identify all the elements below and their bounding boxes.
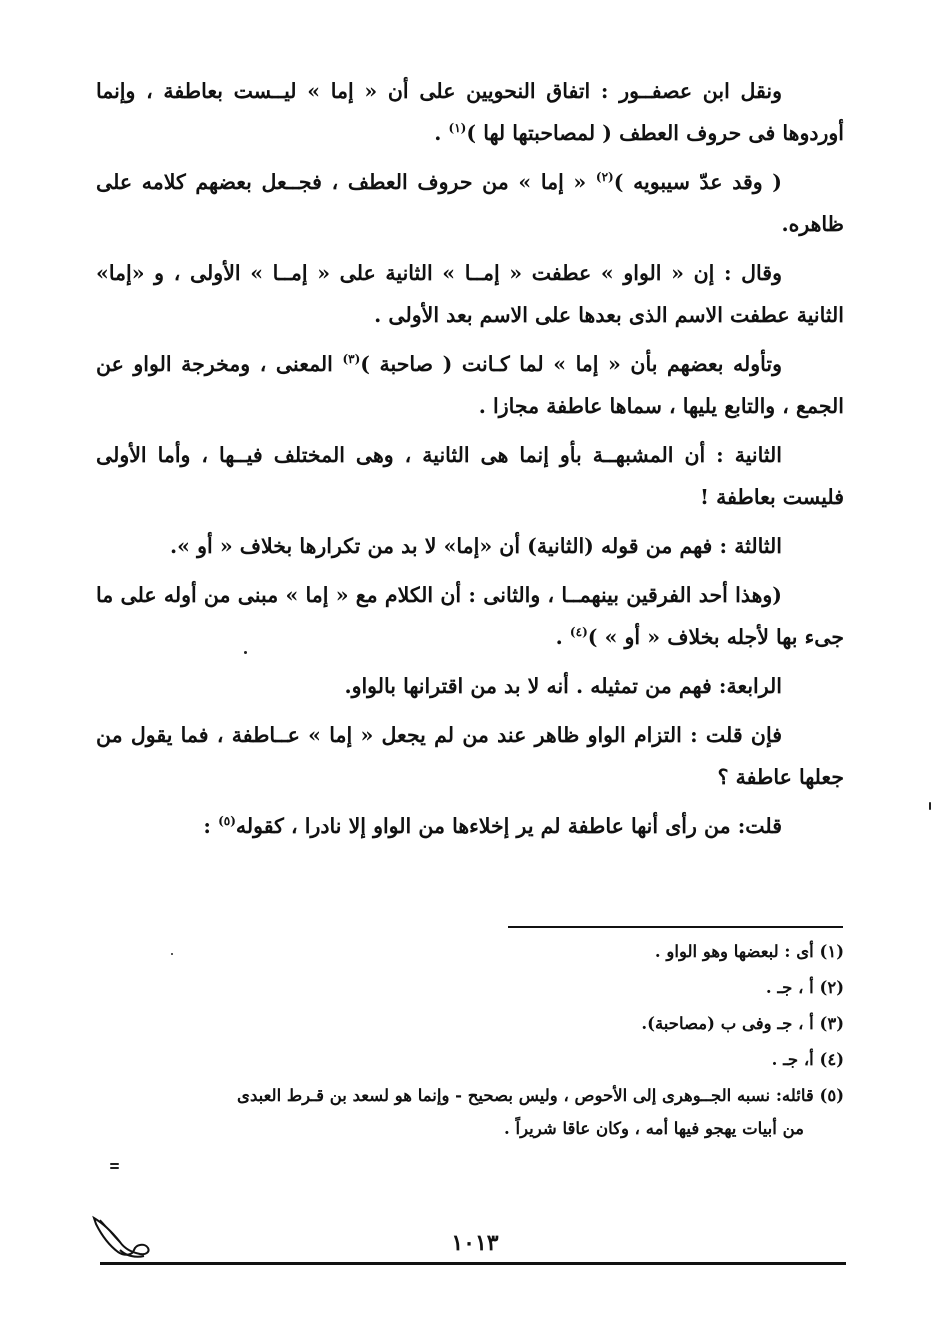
- paragraph-6: الثالثة : فهم من قوله (الثانية) أن «إما» لا بد من تكرارها بخلاف « أو ».: [170, 534, 782, 558]
- paragraph-4: وتأوله بعضهم بأن « إما » لما كـانت ( صاحبة )$^{(٣)}$ المعنى ، ومخرجة الواو عن الجمع ، والتابع يليها ، سماها عاطفة مجازا .: [96, 352, 844, 418]
- paragraph-2: ( وقد عدّ سيبويه )$^{(٢)}$ « إما » من حروف العطف ، فجــعل بعضهم كلامه على ظاهره.: [96, 170, 844, 236]
- paragraph-8: الرابعة: فهم من تمثيله . أنه لا بد من اقترانها بالواو.: [344, 674, 782, 698]
- footnote-5-continuation: من أبيات يهجو فيها أمه ، وكان عاقا شريراً .: [504, 1119, 804, 1138]
- paragraph-1: ونقل ابن عصفــور : اتفاق النحويين على أن « إما » ليــست بعاطفة ، وإنما أوردوها فى حروف العطف ( لمصاحبتها لها )$^{(١)}$ .: [96, 79, 844, 145]
- scan-speck: [929, 802, 931, 810]
- footnote-separator: [508, 926, 843, 928]
- main-text: [96, 70, 844, 854]
- paragraph-10: قلت: من رأى أنها عاطفة لم ير إخلاءها من الواو إلا نادرا ، كقوله$^{(٥)}$ :: [203, 814, 782, 838]
- footnote-5: (٥) قائله: نسبه الجــوهرى إلى الأحوص ، وليس بصحيح - وإنما هو لسعد بن قـرط العبدى: [237, 1086, 844, 1105]
- paragraph-5: الثانية : أن المشبهــة بأو إنما هى الثانية ، وهى المختلف فيــها ، وأما الأولى فليست بعاطفة !: [96, 443, 844, 509]
- page-number: ١٠١٣: [451, 1230, 499, 1256]
- bottom-rule: [100, 1262, 846, 1265]
- paragraph-3: وقال : إن « الواو » عطفت « إمــا » الثانية على « إمــا » الأولى ، و «إما» الثانية عطفت الاسم الذى بعدها على الاسم بعد الأولى .: [96, 261, 844, 327]
- scan-speck: [244, 651, 247, 654]
- paragraph-9: فإن قلت : التزام الواو ظاهر عند من لم يجعل « إما » عــاطفة ، فما يقول من جعلها عاطفة ؟: [96, 723, 844, 789]
- hand-drawn-logo-icon: [90, 1210, 152, 1260]
- scan-speck: [171, 953, 173, 955]
- scan-speck: [110, 1163, 119, 1165]
- scan-speck: [110, 1167, 119, 1169]
- paragraph-7: (وهذا أحد الفرقين بينهمــا ، والثانى : أن الكلام مع « إما » مبنى من أوله على ما جىء بها لأجله بخلاف « أو » )$^{(٤)}$ .: [96, 583, 844, 649]
- footnote-4: (٤) أ، جـ .: [771, 1050, 844, 1069]
- footnote-3: (٣) أ ، جـ وفى ب (مصاحبة).: [641, 1014, 844, 1033]
- footnotes: [96, 934, 844, 1144]
- footnote-1: (١) أى : لبعضها وهو الواو .: [654, 942, 844, 961]
- footnote-2: (٢) أ ، جـ .: [765, 978, 844, 997]
